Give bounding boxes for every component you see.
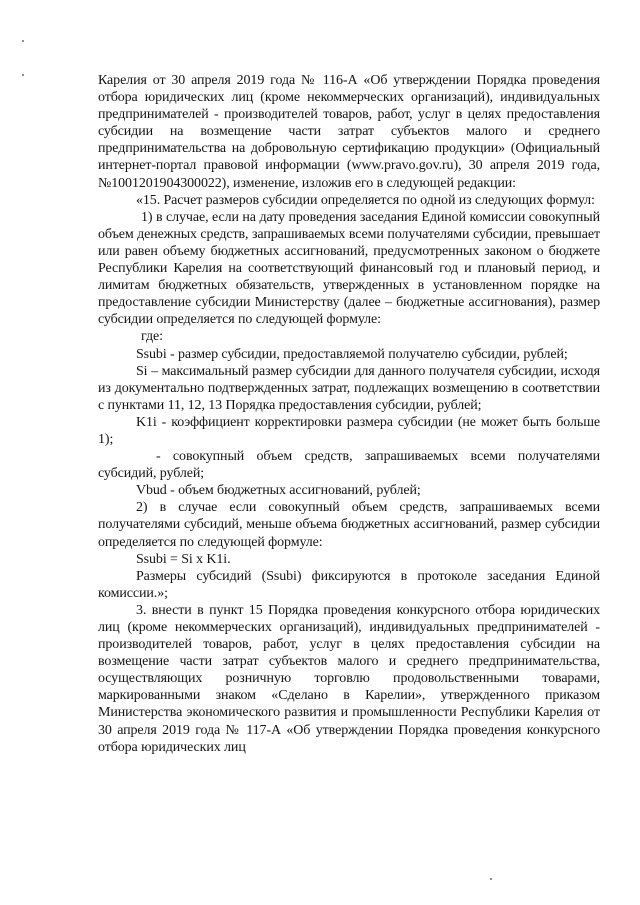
paragraph-formula: Ssubi = Si x K1i. bbox=[136, 551, 231, 567]
scan-speck bbox=[490, 878, 492, 880]
paragraph-si-def: Si – максимальный размер субсидии для данного получателя субсидии, исходя из документально подтвержденных затрат, подлежащих возмещению в соответствии с пунктами 11, 12, 13 Порядка предоставления субсидии, рублей; bbox=[98, 363, 600, 413]
paragraph-item-3: 3. внести в пункт 15 Порядка проведения конкурсного отбора юридических лиц (кроме некоммерческих организаций), индивидуальных предпринимателей - производителей товаров, работ, услуг в целях предоставления субсидии на возмещение части затрат субъектов малого и среднего предпринимательства, осуществляющих розничную торговлю продовольственными товарами, маркированными знаком «Сделано в Карелии», утвержденного приказом Министерства экономического развития и промышленности Республики Карелия от 30 апреля 2019 года № 117-А «Об утверждении Порядка проведения конкурсного отбора юридических лиц bbox=[98, 602, 600, 755]
paragraph-total-def: - совокупный объем средств, запрашиваемых всеми получателями субсидий, рублей; bbox=[98, 449, 600, 482]
paragraph-case-2: 2) в случае если совокупный объем средств, запрашиваемых всеми получателями субсидий, меньше объема бюджетных ассигнований, размер субсидии определяется по следующей формуле: bbox=[98, 500, 600, 550]
scan-speck bbox=[22, 40, 24, 42]
scan-speck bbox=[22, 74, 24, 76]
paragraph-vbud-def: Vbud - объем бюджетных ассигнований, рублей; bbox=[136, 483, 421, 499]
paragraph-k1i-def: K1i - коэффициент корректировки размера субсидии (не может быть больше 1); bbox=[98, 414, 600, 447]
paragraph-fixation: Размеры субсидий (Ssubi) фиксируются в протоколе заседания Единой комиссии.»; bbox=[98, 568, 600, 601]
paragraph-case-1: 1) в случае, если на дату проведения заседания Единой комиссии совокупный объем денежных средств, запрашиваемых всеми получателями субсидии, превышает или равен объему бюджетных ассигнований, предусмотренных законом о бюджете Республики Карелия на соответствующий финансовый год и плановый период, и лимитам бюджетных обязательств, утвержденных в установленном порядке на предоставление субсидии Министерству (далее – бюджетные ассигнования), размер субсидии определяется по следующей формуле: bbox=[98, 209, 600, 328]
paragraph-intro: Карелия от 30 апреля 2019 года № 116-А «Об утверждении Порядка проведения отбора юридических лиц (кроме некоммерческих организаций), индивидуальных предпринимателей - производителей товаров, работ, услуг в целях предоставления субсидии на возмещение части затрат субъектов малого и среднего предпринимательства на добровольную сертификацию продукции» (Официальный интернет-портал правовой информации (www.pravo.gov.ru), 30 апреля 2019 года, №1001201904300022), изменение, изложив его в следующей редакции: bbox=[98, 73, 600, 191]
paragraph-where: где: bbox=[141, 329, 163, 345]
paragraph-ssubi-def: Ssubi - размер субсидии, предоставляемой получателю субсидии, рублей; bbox=[136, 346, 568, 362]
paragraph-formula-intro: «15. Расчет размеров субсидии определяется по одной из следующих формул: bbox=[136, 192, 595, 208]
document-text bbox=[98, 72, 600, 756]
